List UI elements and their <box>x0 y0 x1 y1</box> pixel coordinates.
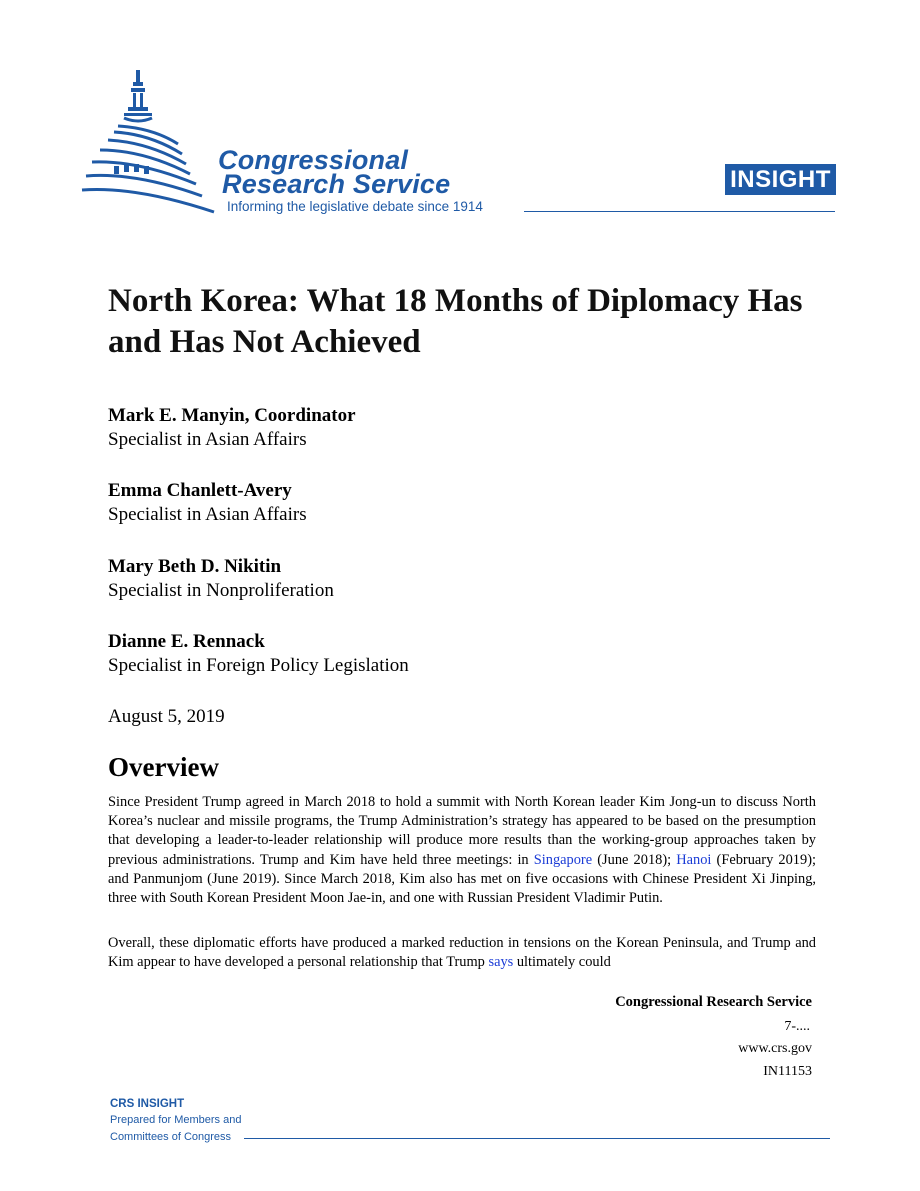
paragraph-text: (June 2018); <box>592 851 677 868</box>
paragraph-text: Since President Trump agreed in March 2018 to hold a summit with North Korean leader Kim Jong-un to discuss North Korea’s nuclear and missile programs, the Trump Administration’s strategy has appeared to be based on the presumption that developing a leader-to-leader relationship will produce more results than the working-group approaches taken by previous administrations. Trump and Kim have held three meetings: in <box>108 794 816 868</box>
author-role: Specialist in Nonproliferation <box>108 580 334 601</box>
header-divider <box>524 211 835 212</box>
org-name-line2: Research Service <box>222 169 451 199</box>
paragraph-text: ultimately could <box>513 954 611 971</box>
overview-paragraph-1 <box>108 793 816 908</box>
author-role: Specialist in Asian Affairs <box>108 504 307 525</box>
capitol-dome-logo-icon <box>78 66 228 216</box>
author-block <box>108 479 307 527</box>
overview-paragraph-2 <box>108 934 816 972</box>
author-block <box>108 630 409 678</box>
prepared-for-line2: Committees of Congress <box>110 1131 232 1143</box>
author-name: Mary Beth D. Nikitin <box>108 556 282 577</box>
footer-url[interactable]: www.crs.gov <box>738 1041 812 1056</box>
footer-code: 7-.... <box>784 1019 810 1034</box>
author-block <box>108 555 334 603</box>
paragraph-text: (February 2019); and Panmunjom (June 2019). Since March 2018, Kim also has met on five occasions with Chinese President Xi Jinping, three with South Korean President Moon Jae-in, and one with Russian President Vladimir Putin. <box>108 851 816 907</box>
author-name: Mark E. Manyin, Coordinator <box>108 405 356 426</box>
author-role: Specialist in Foreign Policy Legislation <box>108 655 409 676</box>
org-tagline: Informing the legislative debate since 1914 <box>227 199 483 214</box>
author-name: Emma Chanlett-Avery <box>108 480 292 501</box>
footer-divider <box>244 1138 830 1139</box>
footer-org: Congressional Research Service <box>615 994 812 1010</box>
report-date: August 5, 2019 <box>108 706 225 727</box>
overview-heading: Overview <box>108 752 219 782</box>
prepared-for-line1: Prepared for Members and <box>110 1114 242 1126</box>
author-name: Dianne E. Rennack <box>108 631 265 652</box>
hanoi-link[interactable]: Hanoi <box>676 851 712 868</box>
footer-report-id: IN11153 <box>763 1064 812 1079</box>
page-title: North Korea: What 18 Months of Diplomacy Has and Has Not Achieved <box>108 283 803 360</box>
insight-badge: INSIGHT <box>725 164 836 195</box>
singapore-link[interactable]: Singapore <box>533 851 593 868</box>
says-link[interactable]: says <box>488 954 514 971</box>
author-block <box>108 404 356 452</box>
org-name-line1: Congressional <box>218 145 409 175</box>
author-role: Specialist in Asian Affairs <box>108 429 307 450</box>
crs-insight-label: CRS INSIGHT <box>110 1098 185 1110</box>
paragraph-text: Overall, these diplomatic efforts have produced a marked reduction in tensions on the Korean Peninsula, and Trump and Kim appear to have developed a personal relationship that Trump <box>108 935 816 971</box>
